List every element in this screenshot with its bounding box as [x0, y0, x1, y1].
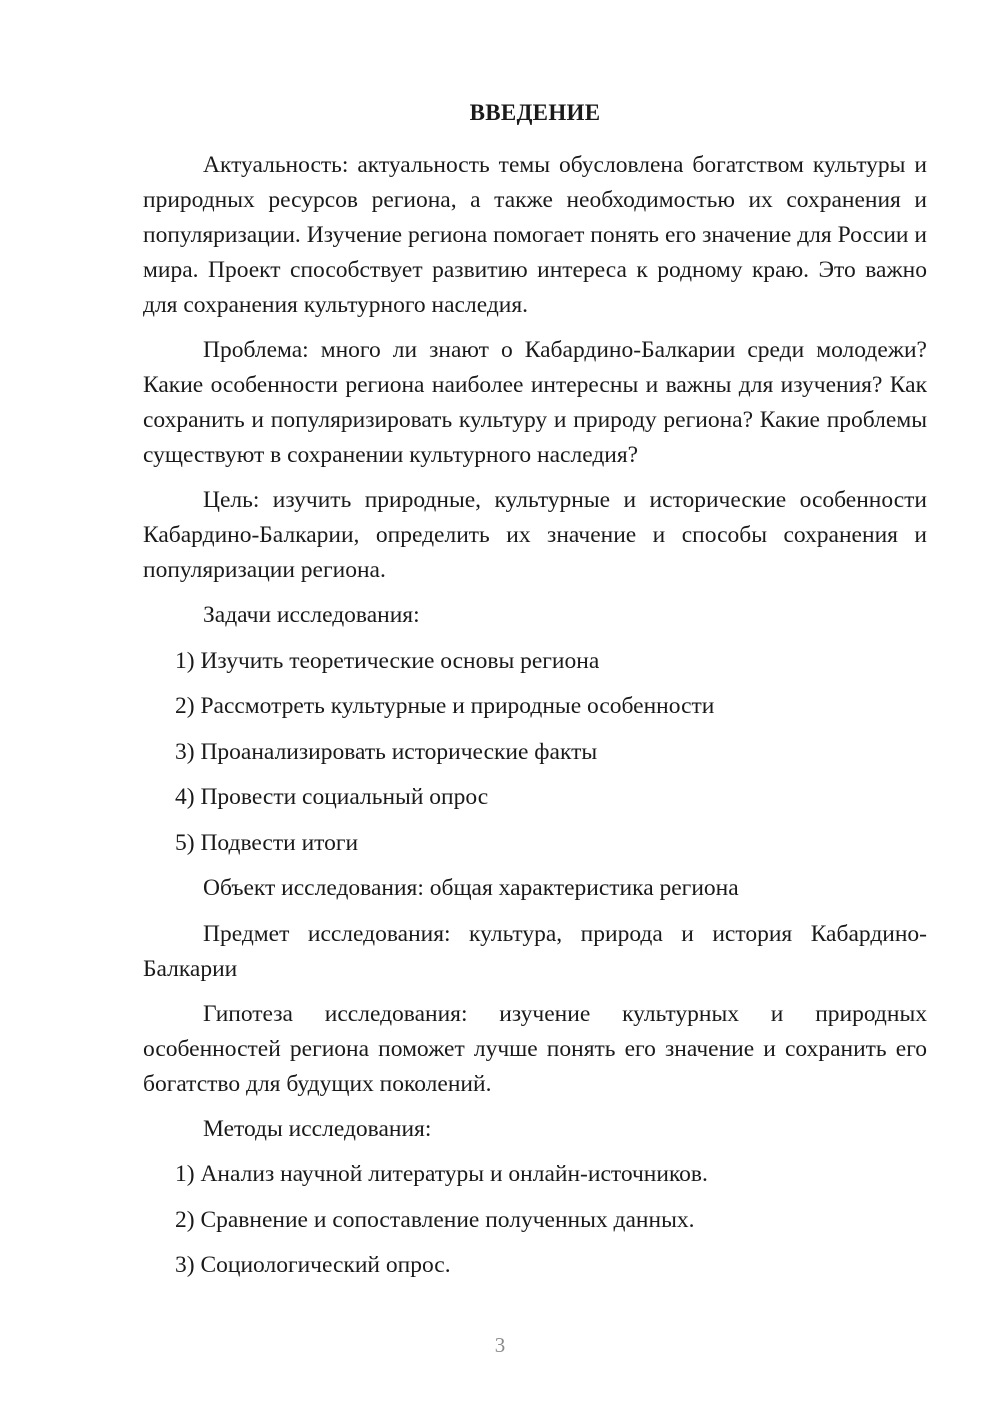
method-item: 2) Сравнение и сопоставление полученных данных. — [175, 1206, 695, 1233]
tasks-heading: Задачи исследования: — [203, 602, 420, 628]
page-number: 3 — [494, 1333, 506, 1357]
page-content — [143, 95, 927, 1294]
goal-paragraph: Цель: изучить природные, культурные и исторические особенности Кабардино-Балкарии, определить их значение и способы сохранения и популяризации региона. — [143, 487, 927, 583]
method-item: 1) Анализ научной литературы и онлайн-источников. — [175, 1161, 708, 1187]
object-line: Объект исследования: общая характеристика региона — [203, 875, 739, 901]
task-item: 5) Подвести итоги — [175, 829, 359, 856]
task-item: 2) Рассмотреть культурные и природные особенности — [175, 693, 715, 719]
section-title: ВВЕДЕНИЕ — [469, 100, 601, 125]
hypothesis-paragraph: Гипотеза исследования: изучение культурных и природных особенностей региона поможет лучше понять его значение и сохранить его богатство для будущих поколений. — [143, 1000, 927, 1097]
method-item: 3) Социологический опрос. — [175, 1252, 451, 1278]
task-item: 1) Изучить теоретические основы региона — [175, 647, 600, 674]
relevance-paragraph: Актуальность: актуальность темы обусловлена богатством культуры и природных ресурсов региона, а также необходимостью их сохранения и популяризации. Изучение региона помогает понять его значение для России и мира. Проект способствует развитию интереса к родному краю. Это важно для сохранения культурного наследия. — [143, 152, 927, 318]
methods-heading: Методы исследования: — [203, 1115, 432, 1142]
task-item: 4) Провести социальный опрос — [175, 784, 489, 810]
subject-paragraph: Предмет исследования: культура, природа и история Кабардино-Балкарии — [143, 920, 927, 982]
task-item: 3) Проанализировать исторические факты — [175, 738, 598, 765]
problem-paragraph: Проблема: много ли знают о Кабардино-Балкарии среди молодежи? Какие особенности региона наиболее интересны и важны для изучения? Как сохранить и популяризировать культуру и природу региона? Какие проблемы существуют в сохранении культурного наследия? — [143, 337, 927, 468]
